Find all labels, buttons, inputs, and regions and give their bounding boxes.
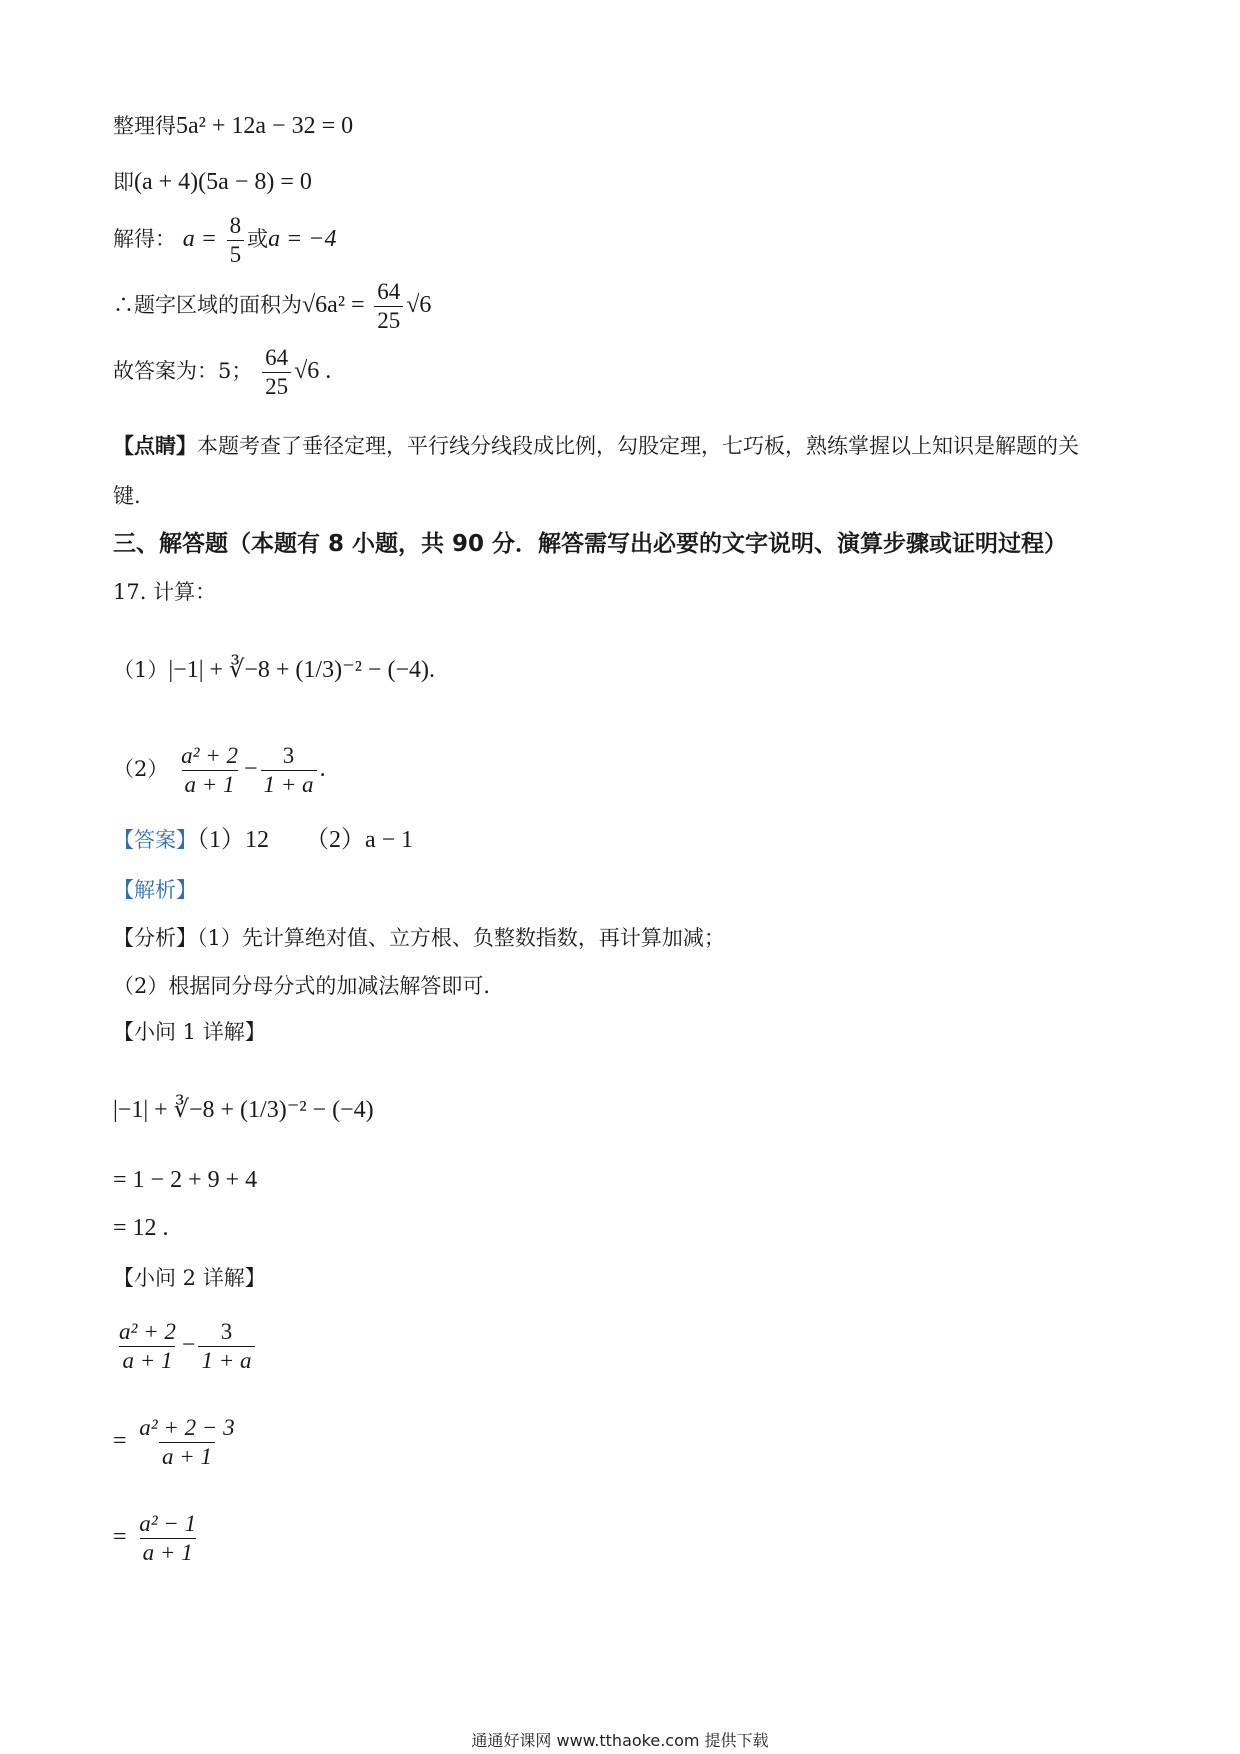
detail-title: 【小问 1 详解】 xyxy=(113,1020,266,1044)
expression: |−1| + ∛−8 + (1/3)⁻² − (−4). xyxy=(168,657,435,683)
footer-text: 通通好课网 www.tthaoke.com 提供下载 xyxy=(471,1731,769,1750)
remark xyxy=(113,432,1079,460)
fraction xyxy=(116,1318,179,1375)
remark-label: 【点睛】 xyxy=(113,433,197,458)
numerator: 64 xyxy=(265,345,289,370)
fraction xyxy=(136,1510,199,1567)
minus-sign: − xyxy=(181,1332,196,1358)
denominator: a + 1 xyxy=(182,770,238,799)
equation-line-1 xyxy=(113,112,353,140)
area-line xyxy=(113,278,431,335)
detail-1-title xyxy=(113,1018,266,1046)
minus-sign: − xyxy=(243,756,258,782)
fraction xyxy=(227,212,245,269)
detail-2-step-1 xyxy=(113,1414,241,1471)
detail-2-step-2 xyxy=(113,1510,202,1567)
fenxi-line-1 xyxy=(113,924,725,952)
fraction xyxy=(136,1414,237,1471)
equation-line-2 xyxy=(113,168,312,196)
answer-text: （1）12 （2）a − 1 xyxy=(197,827,414,853)
detail-1-expression xyxy=(113,1096,374,1124)
numerator: 64 xyxy=(377,279,401,304)
detail-1-step-2 xyxy=(113,1214,169,1242)
denominator: 5 xyxy=(227,240,245,269)
section-heading xyxy=(113,530,1067,558)
remark-text-cont: 键. xyxy=(113,484,141,508)
fenxi-text: （2）根据同分母分式的加减法解答即可． xyxy=(113,974,505,998)
expression: |−1| + ∛−8 + (1/3)⁻² − (−4) xyxy=(113,1097,374,1123)
step: = 12 . xyxy=(113,1215,169,1241)
fenxi-line-2 xyxy=(113,972,504,1000)
answer-line xyxy=(113,826,413,854)
fraction xyxy=(261,742,317,799)
equation: 5a² + 12a − 32 = 0 xyxy=(176,113,354,139)
equals-sign: = xyxy=(113,1428,127,1454)
numerator: a² + 2 xyxy=(119,1319,176,1344)
line-label: ∴题字区域的面积为 xyxy=(113,293,302,317)
fraction xyxy=(374,278,403,335)
question-17-title xyxy=(113,578,216,606)
part-label: （1） xyxy=(113,658,169,682)
line-label: 即 xyxy=(113,170,134,194)
equals-sign: = xyxy=(113,1524,127,1550)
numerator: 8 xyxy=(229,213,242,238)
part-label: （2） xyxy=(113,757,169,781)
answer-label: 【答案】 xyxy=(113,828,197,852)
denominator: a + 1 xyxy=(159,1442,215,1471)
question-title: 17. 计算： xyxy=(113,580,217,604)
numerator: a² + 2 xyxy=(181,743,238,768)
step: = 1 − 2 + 9 + 4 xyxy=(113,1167,258,1193)
numerator: a² − 1 xyxy=(139,1511,197,1536)
fraction xyxy=(262,344,291,401)
line-label: 解得： xyxy=(113,227,176,251)
denominator: 1 + a xyxy=(198,1346,254,1375)
detail-2-title xyxy=(113,1264,266,1292)
variable-eq: a = xyxy=(182,226,217,252)
equation: √6a² = xyxy=(302,292,365,318)
line-label: 故答案为：5； xyxy=(113,359,253,383)
line-label: 整理得 xyxy=(113,114,176,138)
denominator: 1 + a xyxy=(261,770,317,799)
fenxi-label: 【分析】 xyxy=(113,926,197,950)
analysis-label-line xyxy=(113,876,197,904)
period: . xyxy=(319,756,326,782)
question-17-part-2 xyxy=(113,742,326,799)
final-answer-line xyxy=(113,344,331,401)
question-17-part-1 xyxy=(113,656,435,684)
analysis-label: 【解析】 xyxy=(113,878,197,902)
fraction xyxy=(178,742,241,799)
denominator: a + 1 xyxy=(119,1346,175,1375)
numerator: a² + 2 − 3 xyxy=(139,1415,235,1440)
variable-eq: a = −4 xyxy=(268,226,337,252)
denominator: 25 xyxy=(262,372,291,401)
denominator: a + 1 xyxy=(140,1538,196,1567)
sqrt-term: √6 xyxy=(406,292,432,318)
solution-line xyxy=(113,212,336,269)
sqrt-term: √6 . xyxy=(294,358,332,384)
detail-1-step-1 xyxy=(113,1166,257,1194)
fraction xyxy=(198,1318,254,1375)
detail-title: 【小问 2 详解】 xyxy=(113,1266,266,1290)
numerator: 3 xyxy=(220,1319,233,1344)
numerator: 3 xyxy=(282,743,295,768)
page-footer xyxy=(0,1728,1240,1751)
detail-2-expression xyxy=(113,1318,258,1375)
equation: (a + 4)(5a − 8) = 0 xyxy=(134,169,312,195)
remark-text: 本题考查了垂径定理，平行线分线段成比例，勾股定理，七巧板，熟练掌握以上知识是解题的关 xyxy=(197,434,1079,458)
denominator: 25 xyxy=(374,306,403,335)
section-title: 三、解答题（本题有 8 小题，共 90 分．解答需写出必要的文字说明、演算步骤或证明过程） xyxy=(113,531,1068,557)
remark-continued xyxy=(113,482,141,510)
fenxi-text: （1）先计算绝对值、立方根、负整数指数，再计算加减； xyxy=(197,926,725,950)
or-label: 或 xyxy=(247,227,269,251)
